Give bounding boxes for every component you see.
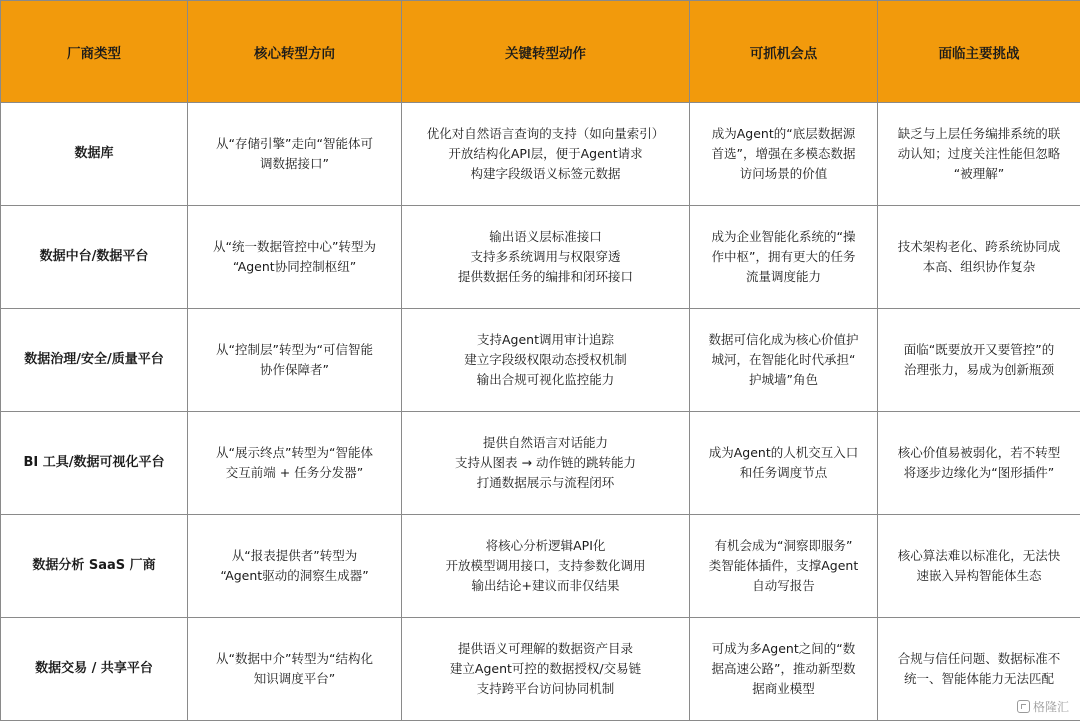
opportunity-cell (690, 103, 878, 206)
cell-line: 本高、组织协作复杂 (885, 257, 1073, 277)
header-opportunities: 可抓机会点 (690, 1, 878, 103)
cell-line: 优化对自然语言查询的支持（如向量索引） (409, 124, 682, 144)
cell-line: 护城墙”角色 (697, 370, 870, 390)
header-challenges: 面临主要挑战 (878, 1, 1080, 103)
cell-line: 核心价值易被弱化，若不转型 (885, 443, 1073, 463)
header-vendor-type: 厂商类型 (1, 1, 188, 103)
cell-line: 成为企业智能化系统的“操 (697, 227, 870, 247)
table-header (1, 1, 1080, 103)
actions-cell (402, 412, 690, 515)
cell-line: 速嵌入异构智能体生态 (885, 566, 1073, 586)
actions-cell (402, 206, 690, 309)
table-row (1, 618, 1080, 721)
vendor-type-cell: 数据中台/数据平台 (1, 206, 188, 309)
cell-line: 从“报表提供者”转型为 (195, 546, 394, 566)
vendor-type-cell: 数据交易 / 共享平台 (1, 618, 188, 721)
cell-line: 支持Agent调用审计追踪 (409, 330, 682, 350)
opportunity-cell (690, 618, 878, 721)
actions-cell (402, 103, 690, 206)
cell-line: 面临“既要放开又要管控”的 (885, 340, 1073, 360)
opportunity-cell (690, 309, 878, 412)
gelonghui-logo-icon (1017, 700, 1030, 713)
opportunity-cell (690, 515, 878, 618)
cell-line: 核心算法难以标准化，无法快 (885, 546, 1073, 566)
cell-line: 提供数据任务的编排和闭环接口 (409, 267, 682, 287)
vendor-type-cell: 数据库 (1, 103, 188, 206)
cell-line: 输出合规可视化监控能力 (409, 370, 682, 390)
table-row (1, 309, 1080, 412)
header-core-direction: 核心转型方向 (188, 1, 402, 103)
actions-cell (402, 515, 690, 618)
vendor-type-cell: 数据治理/安全/质量平台 (1, 309, 188, 412)
cell-line: 建立字段级权限动态授权机制 (409, 350, 682, 370)
direction-cell (188, 206, 402, 309)
cell-line: 从“展示终点”转型为“智能体 (195, 443, 394, 463)
cell-line: 缺乏与上层任务编排系统的联 (885, 124, 1073, 144)
cell-line: 构建字段级语义标签元数据 (409, 164, 682, 184)
cell-line: 开放模型调用接口，支持参数化调用 (409, 556, 682, 576)
direction-cell (188, 309, 402, 412)
table-row (1, 206, 1080, 309)
cell-line: 支持跨平台访问协同机制 (409, 679, 682, 699)
direction-cell (188, 412, 402, 515)
cell-line: 治理张力，易成为创新瓶颈 (885, 360, 1073, 380)
cell-line: 自动写报告 (697, 576, 870, 596)
cell-line: 成为Agent的人机交互入口 (697, 443, 870, 463)
cell-line: 合规与信任问题、数据标准不 (885, 649, 1073, 669)
cell-line: 据商业模型 (697, 679, 870, 699)
challenge-cell (878, 515, 1080, 618)
cell-line: 交互前端 + 任务分发器” (195, 463, 394, 483)
challenge-cell (878, 206, 1080, 309)
cell-line: 将逐步边缘化为“图形插件” (885, 463, 1073, 483)
cell-line: 提供自然语言对话能力 (409, 433, 682, 453)
table-row (1, 515, 1080, 618)
cell-line: 作中枢”，拥有更大的任务 (697, 247, 870, 267)
cell-line: 可成为多Agent之间的“数 (697, 639, 870, 659)
direction-cell (188, 103, 402, 206)
challenge-cell (878, 309, 1080, 412)
cell-line: 流量调度能力 (697, 267, 870, 287)
cell-line: 成为Agent的“底层数据源 (697, 124, 870, 144)
cell-line: 有机会成为“洞察即服务” (697, 536, 870, 556)
cell-line: 统一、智能体能力无法匹配 (885, 669, 1073, 689)
cell-line: 从“存储引擎”走向“智能体可 (195, 134, 394, 154)
cell-line: 支持多系统调用与权限穿透 (409, 247, 682, 267)
vendor-type-cell: BI 工具/数据可视化平台 (1, 412, 188, 515)
header-key-actions: 关键转型动作 (402, 1, 690, 103)
cell-line: 开放结构化API层，便于Agent请求 (409, 144, 682, 164)
actions-cell (402, 309, 690, 412)
cell-line: 数据可信化成为核心价值护 (697, 330, 870, 350)
table-body (1, 103, 1080, 721)
cell-line: 输出语义层标准接口 (409, 227, 682, 247)
cell-line: “被理解” (885, 164, 1073, 184)
cell-line: 打通数据展示与流程闭环 (409, 473, 682, 493)
cell-line: 和任务调度节点 (697, 463, 870, 483)
cell-line: 调数据接口” (195, 154, 394, 174)
watermark (1014, 697, 1072, 716)
cell-line: 从“统一数据管控中心”转型为 (195, 237, 394, 257)
cell-line: 建立Agent可控的数据授权/交易链 (409, 659, 682, 679)
opportunity-cell (690, 412, 878, 515)
table-row (1, 103, 1080, 206)
cell-line: 城河，在智能化时代承担“ (697, 350, 870, 370)
cell-line: 据高速公路”，推动新型数 (697, 659, 870, 679)
cell-line: “Agent协同控制枢纽” (195, 257, 394, 277)
vendor-type-cell: 数据分析 SaaS 厂商 (1, 515, 188, 618)
cell-line: 输出结论+建议而非仅结果 (409, 576, 682, 596)
header-row (1, 1, 1080, 103)
cell-line: 支持从图表 → 动作链的跳转能力 (409, 453, 682, 473)
direction-cell (188, 618, 402, 721)
cell-line: “Agent驱动的洞察生成器” (195, 566, 394, 586)
cell-line: 知识调度平台” (195, 669, 394, 689)
challenge-cell (878, 103, 1080, 206)
cell-line: 提供语义可理解的数据资产目录 (409, 639, 682, 659)
cell-line: 从“控制层”转型为“可信智能 (195, 340, 394, 360)
direction-cell (188, 515, 402, 618)
cell-line: 将核心分析逻辑API化 (409, 536, 682, 556)
watermark-text: 格隆汇 (1033, 698, 1069, 715)
cell-line: 动认知；过度关注性能但忽略 (885, 144, 1073, 164)
cell-line: 从“数据中介”转型为“结构化 (195, 649, 394, 669)
actions-cell (402, 618, 690, 721)
opportunity-cell (690, 206, 878, 309)
cell-line: 技术架构老化、跨系统协同成 (885, 237, 1073, 257)
cell-line: 类智能体插件，支撑Agent (697, 556, 870, 576)
challenge-cell (878, 412, 1080, 515)
cell-line: 访问场景的价值 (697, 164, 870, 184)
table-row (1, 412, 1080, 515)
cell-line: 协作保障者” (195, 360, 394, 380)
cell-line: 首选”，增强在多模态数据 (697, 144, 870, 164)
